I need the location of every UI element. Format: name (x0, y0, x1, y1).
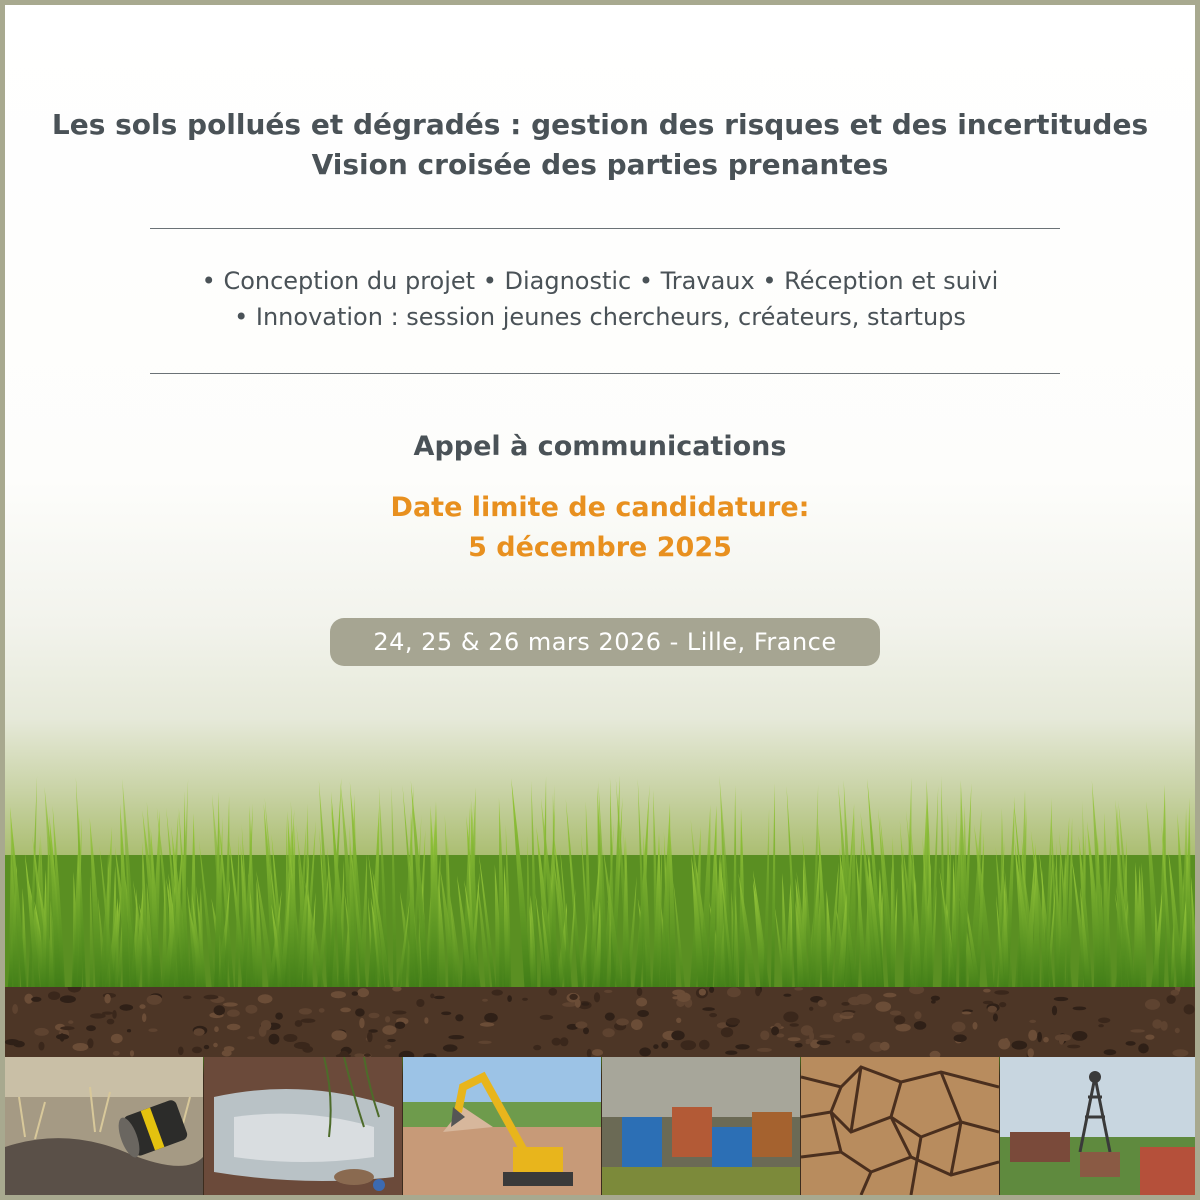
page-title (5, 105, 1195, 185)
oil-barrel-photo (5, 1057, 203, 1195)
topics-line-2: • Innovation : session jeunes chercheurs, créateurs, startups (234, 303, 966, 331)
event-date-location-badge: 24, 25 & 26 mars 2026 - Lille, France (330, 618, 880, 666)
topics-list (5, 263, 1195, 335)
divider-bottom (150, 373, 1060, 374)
topics-line-1: • Conception du projet • Diagnostic • Travaux • Réception et suivi (201, 267, 999, 295)
mine-headframe-photo (1000, 1057, 1195, 1195)
call-for-papers-heading: Appel à communications (413, 431, 787, 462)
soil-layer (5, 987, 1195, 1057)
title-line-1: Les sols pollués et dégradés : gestion des risques et des incertitudes (51, 108, 1149, 141)
photo-strip (5, 1057, 1195, 1195)
divider-top (150, 228, 1060, 229)
chemical-drums-photo (602, 1057, 800, 1195)
grass-illustration (5, 775, 1195, 995)
cracked-earth-photo (801, 1057, 999, 1195)
deadline-label: Date limite de candidature: (390, 492, 810, 523)
excavator-photo (403, 1057, 601, 1195)
deadline-text (5, 488, 1195, 568)
polluted-pond-photo (204, 1057, 402, 1195)
title-line-2: Vision croisée des parties prenantes (311, 148, 889, 181)
deadline-date: 5 décembre 2025 (468, 532, 732, 563)
